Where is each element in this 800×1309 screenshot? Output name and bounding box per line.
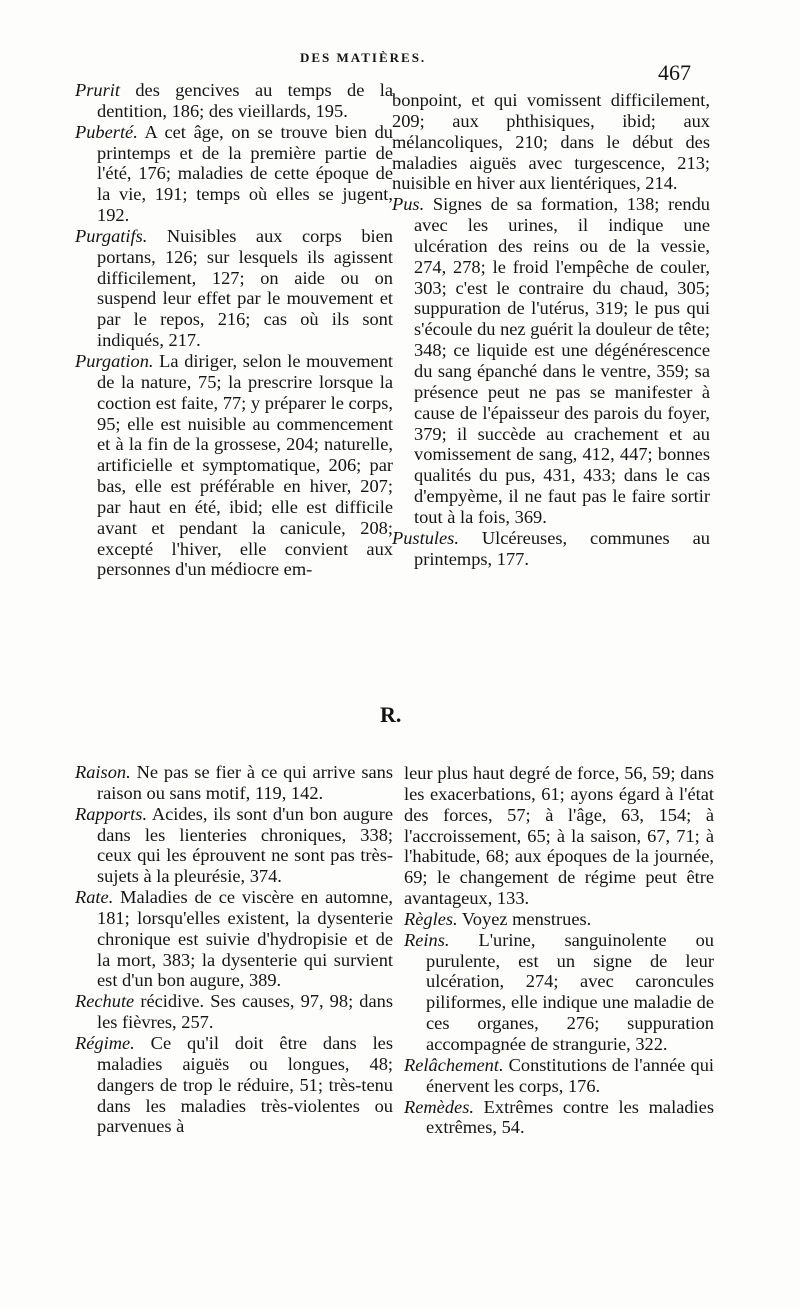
entry-head: Régime.: [75, 1032, 135, 1053]
entry-text: récidive. Ses causes, 97, 98; dans les fièvres, 257.: [97, 991, 393, 1033]
page-number: 467: [658, 60, 691, 85]
entry-head: Purgation.: [75, 350, 154, 371]
entry-head: Rate.: [75, 887, 114, 908]
index-entry: [404, 909, 714, 930]
entry-head: Raison.: [75, 762, 131, 782]
entry-text: Ne pas se fier à ce qui arrive sans raison ou sans motif, 119, 142.: [97, 762, 393, 803]
entry-text: Signes de sa formation, 138; rendu avec les urines, il indique une ulcération des reins ou de la vessie, 274, 278; le froid l'empêche de couler, 303; c'est le contraire du chaud, 305; suppuration de l'utérus, 319; le pus qui s'écoule du nez guérit la douleur de tête; 348; ce liquide est une dégénérescence du sang épanché dans le ventre, 359; sa présence peut ne pas se manifester à cause de l'épaisseur des parois du foyer, 379; il succède au crachement et au vomissement de sang, 412, 447; bonnes qualités du pus, 431, 433; dans le cas d'empyème, il ne faut pas le faire sortir tout à la fois, 369.: [414, 194, 710, 527]
index-entry: [392, 194, 710, 528]
entry-head: Prurit: [75, 80, 120, 100]
entry-text: Acides, ils sont d'un bon augure dans les lienteries chroniques, 338; ceux qui les éprouvent ne sont pas très-sujets à la pleurésie, 374.: [97, 803, 393, 887]
index-entry: [75, 887, 393, 991]
index-entry: [404, 930, 714, 1055]
entry-head: Relâchement.: [404, 1054, 504, 1075]
entry-head: Remèdes.: [404, 1096, 474, 1117]
index-entry: [75, 226, 393, 351]
running-title: DES MATIÈRES.: [300, 50, 427, 65]
entry-continuation: bonpoint, et qui vomissent difficilement, 209; aux phthisiques, ibid; aux mélancoliques, 210; dans le début des maladies aiguës avec turgescence, 213; nuisible en hiver aux lientériques, 214.: [392, 90, 710, 194]
entry-head: Règles.: [404, 908, 458, 929]
entry-head: Rechute: [75, 991, 135, 1012]
entry-head: Pustules.: [392, 527, 459, 548]
entry-text: des gencives au temps de la dentition, 186; des vieillards, 195.: [97, 80, 393, 121]
column-top-right: [392, 90, 710, 569]
entry-head: Reins.: [404, 929, 450, 950]
index-entry: [75, 762, 393, 804]
entry-head: Pus.: [392, 194, 425, 215]
entry-text: Voyez menstrues.: [457, 908, 592, 929]
column-top-left: [75, 80, 393, 580]
index-entry: [75, 804, 393, 887]
entry-head: Purgatifs.: [75, 225, 148, 246]
index-entry: [392, 528, 710, 570]
entry-text: A cet âge, on se trouve bien du printemps et de la première partie de l'été, 176; maladies de cette époque de la vie, 191; temps où elles se jugent, 192.: [97, 121, 393, 226]
column-bottom-left: [75, 762, 393, 1137]
entry-text: Ce qu'il doit être dans les maladies aiguës ou longues, 48; dangers de trop le réduire, 51; très-tenu dans les maladies très-violentes ou parvenues à: [97, 1032, 393, 1137]
index-entry: [75, 1033, 393, 1137]
entry-continuation: leur plus haut degré de force, 56, 59; dans les exacerbations, 61; ayons égard à l'état des forces, 57; à l'âge, 63, 154; à l'accroissement, 65; à la saison, 67, 71; à l'habitude, 68; aux époques de la journée, 69; le changement de régime peut être avantageux, 133.: [404, 763, 714, 909]
index-entry: [75, 122, 393, 226]
index-entry: [404, 1055, 714, 1097]
entry-text: L'urine, sanguinolente ou purulente, est un signe de leur ulcération, 274; avec caroncules piliformes, elle indique une maladie de ces organes, 276; suppuration accompagnée de strangurie, 322.: [426, 929, 714, 1054]
entry-text: Constitutions de l'année qui énervent les corps, 176.: [426, 1054, 714, 1096]
entry-text: Extrêmes contre les maladies extrêmes, 54.: [426, 1096, 714, 1138]
entry-head: Puberté.: [75, 121, 138, 142]
entry-text: Nuisibles aux corps bien portans, 126; sur lesquels ils agissent difficilement, 127; on aide ou on suspend leur effet par le mouvement et par le repos, 216; cas où ils sont indiqués, 217.: [97, 225, 393, 351]
index-entry: [75, 991, 393, 1033]
index-entry: [75, 351, 393, 580]
index-entry: [75, 80, 393, 122]
entry-text: Maladies de ce viscère en automne, 181; lorsqu'elles existent, la dysenterie chronique est suivie d'hydropisie et de la mort, 383; la dysenterie qui survient est d'un bon augure, 389.: [97, 887, 393, 991]
entry-text: Ulcéreuses, communes au printemps, 177.: [414, 527, 710, 569]
column-bottom-right: [404, 763, 714, 1138]
index-entry: [404, 1097, 714, 1139]
entry-text: La diriger, selon le mouvement de la nature, 75; la prescrire lorsque la coction est faite, 77; y préparer le corps, 95; elle est nuisible au commencement et à la fin de la grossese, 204; naturelle, artificielle et symptomatique, 206; par bas, elle est préférable en hiver, 207; par haut en été, ibid; elle est difficile avant et pendant la canicule, 208; excepté l'hiver, elle convient aux personnes d'un médiocre em-: [97, 350, 393, 580]
entry-head: Rapports.: [75, 803, 148, 824]
section-letter: R.: [380, 702, 402, 727]
